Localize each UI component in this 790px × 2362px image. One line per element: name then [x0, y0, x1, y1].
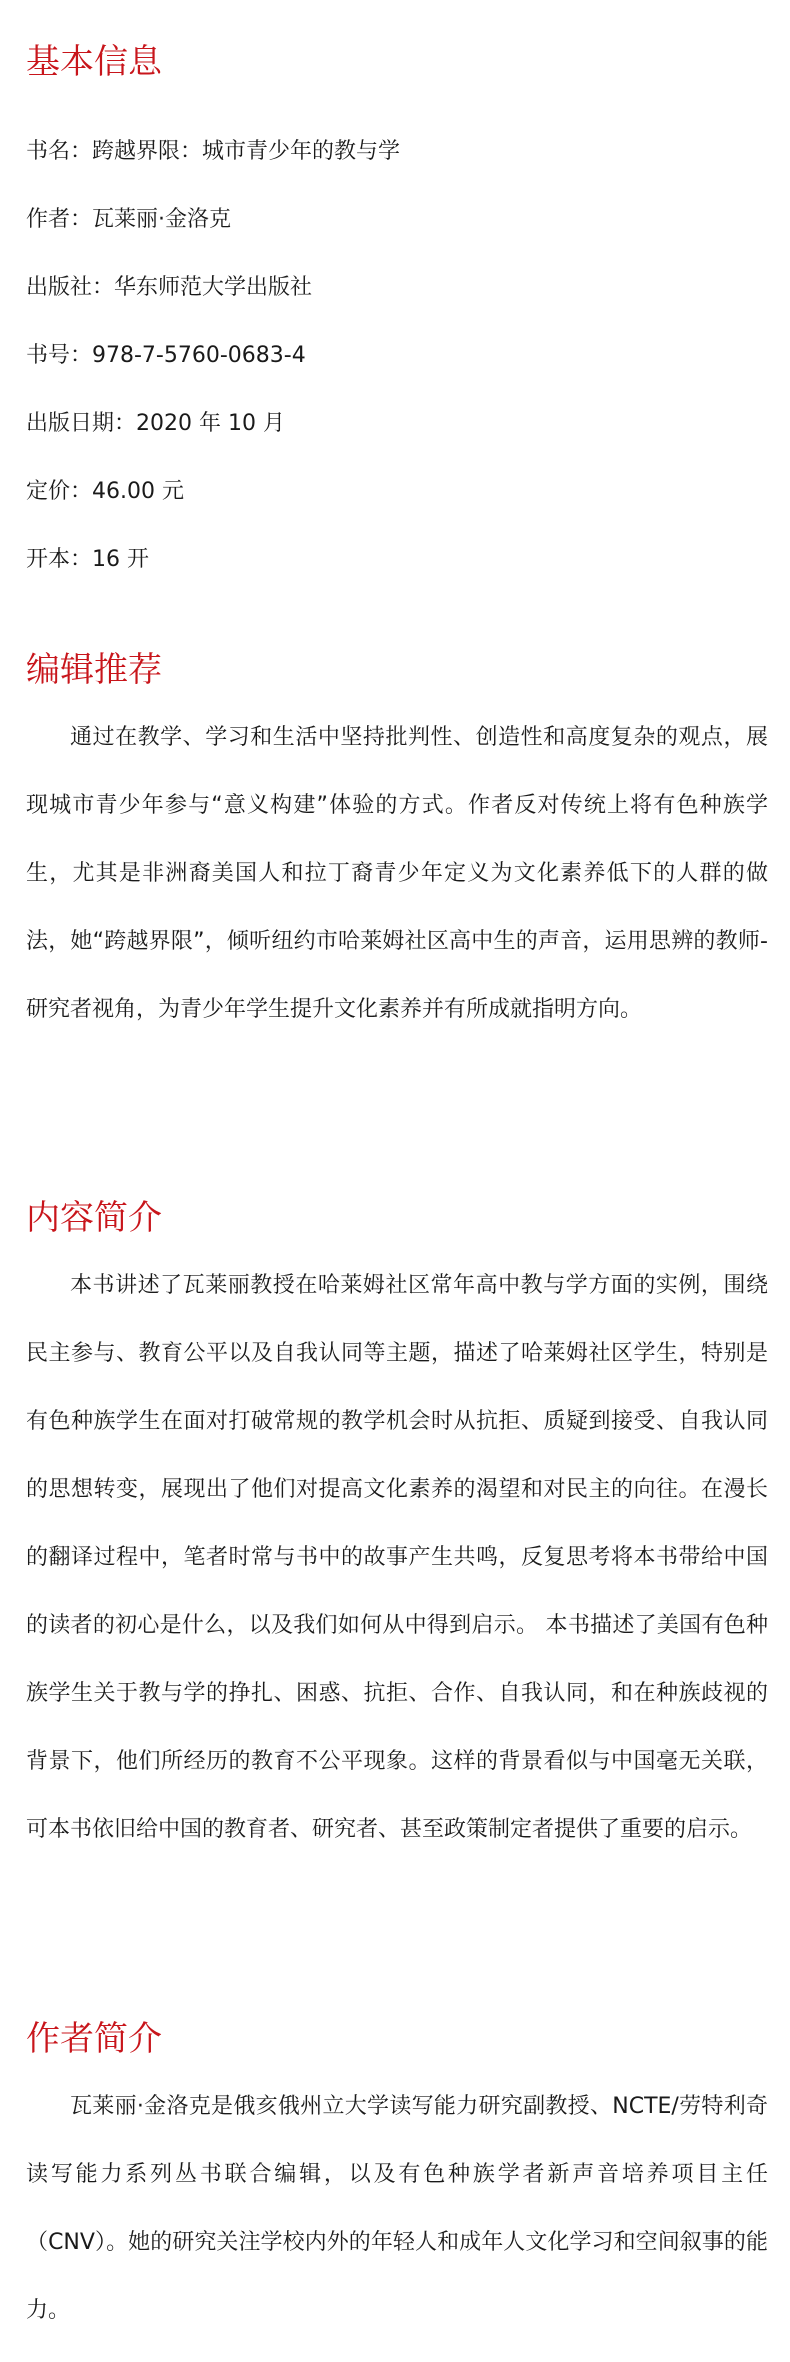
basic-info-list	[26, 118, 768, 594]
price-line: 定价：46.00 元	[26, 479, 184, 504]
book-name-line: 书名：跨越界限：城市青少年的教与学	[26, 139, 401, 164]
publish-date-line: 出版日期：2020 年 10 月	[26, 411, 285, 436]
author-line: 作者：瓦莱丽·金洛克	[26, 207, 231, 232]
content-summary-section	[26, 1198, 768, 1864]
author-intro-title: 作者简介	[26, 2019, 162, 2059]
format-line: 开本：16 开	[26, 547, 149, 572]
isbn-line: 书号：978-7-5760-0683-4	[26, 343, 306, 368]
content-summary-title: 内容简介	[26, 1198, 162, 1238]
content-summary-text: 本书讲述了瓦莱丽教授在哈莱姆社区常年高中教与学方面的实例，围绕民主参与、教育公平以及自我认同等主题，描述了哈莱姆社区学生，特别是有色种族学生在面对打破常规的教学机会时从抗拒、质疑到接受、自我认同的思想转变，展现出了他们对提高文化素养的渴望和对民主的向往。在漫长的翻译过程中，笔者时常与书中的故事产生共鸣，反复思考将本书带给中国的读者的初心是什么，以及我们如何从中得到启示。 本书描述了美国有色种族学生关于教与学的挣扎、困惑、抗拒、合作、自我认同，和在种族歧视的背景下，他们所经历的教育不公平现象。这样的背景看似与中国毫无关联，可本书依旧给中国的教育者、研究者、甚至政策制定者提供了重要的启示。	[26, 1273, 768, 1842]
basic-info-section	[26, 42, 768, 594]
author-intro-section	[26, 2019, 768, 2345]
editor-recommend-section	[26, 650, 768, 1044]
editor-recommend-title: 编辑推荐	[26, 650, 162, 690]
publisher-line: 出版社：华东师范大学出版社	[26, 275, 313, 300]
editor-recommend-text: 通过在教学、学习和生活中坚持批判性、创造性和高度复杂的观点，展现城市青少年参与“意义构建”体验的方式。作者反对传统上将有色种族学生，尤其是非洲裔美国人和拉丁裔青少年定义为文化素养低下的人群的做法，她“跨越界限”，倾听纽约市哈莱姆社区高中生的声音，运用思辨的教师-研究者视角，为青少年学生提升文化素养并有所成就指明方向。	[26, 725, 768, 1022]
basic-info-title: 基本信息	[26, 42, 162, 82]
author-intro-text: 瓦莱丽·金洛克是俄亥俄州立大学读写能力研究副教授、NCTE/劳特利奇读写能力系列丛书联合编辑，以及有色种族学者新声音培养项目主任（CNV）。她的研究关注学校内外的年轻人和成年人文化学习和空间叙事的能力。	[26, 2094, 768, 2323]
